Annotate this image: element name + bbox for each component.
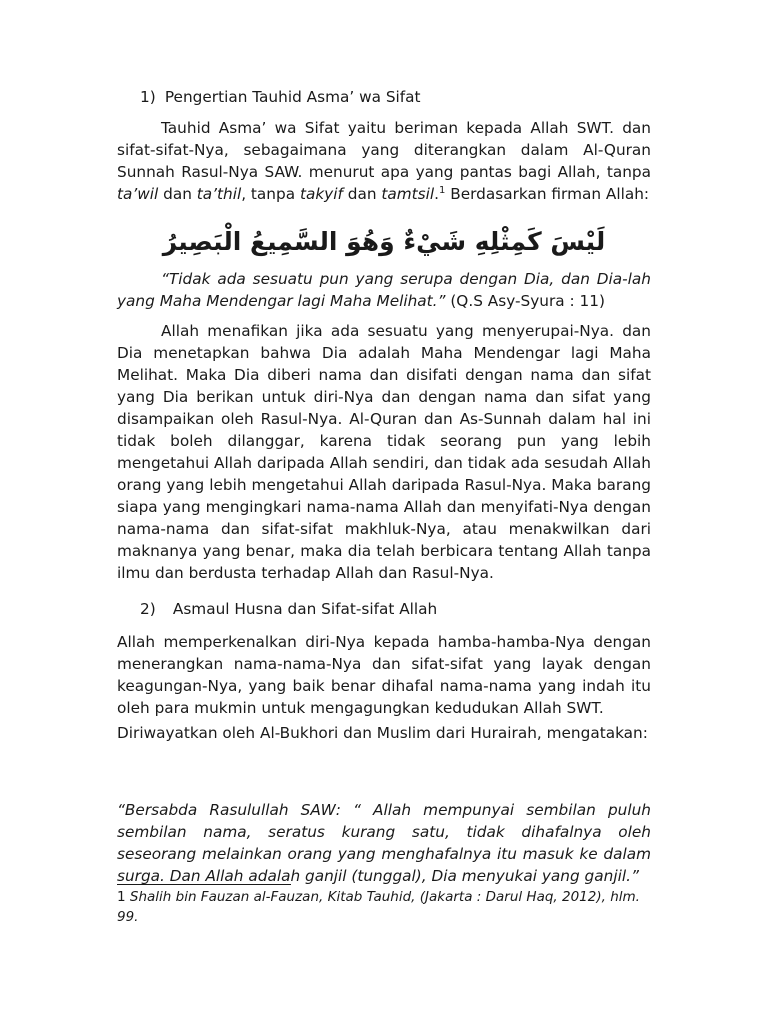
section-2-heading — [140, 598, 437, 620]
section-2-paragraph-1: Allah memperkenalkan diri-Nya kepada hamba-hamba-Nya dengan menerangkan nama-nama-Nya dan sifat-sifat yang layak dengan keagungan-Nya, yang baik benar dihafal nama-nama yang indah itu oleh para mukmin untuk mengagungkan kedudukan Allah SWT. — [117, 633, 651, 717]
verse-translation — [117, 268, 651, 312]
para1-text-2: dan — [158, 185, 197, 203]
section-2-paragraph-2: Diriwayatkan oleh Al-Bukhori dan Muslim dari Hurairah, mengatakan: — [117, 724, 648, 742]
para1-text-3: , tanpa — [241, 185, 300, 203]
para1-term-tawil: ta’wil — [117, 185, 159, 203]
footnote — [117, 887, 651, 927]
para1-term-tathil: ta’thil — [196, 185, 242, 203]
para1-term-takyif: takyif — [299, 185, 343, 203]
section-1-number: 1) — [140, 88, 156, 106]
section-1-paragraph-2: Allah menafikan jika ada sesuatu yang menyerupai-Nya. dan Dia menetapkan bahwa Dia adalah Maha Mendengar lagi Maha Melihat. Maka Dia diberi nama dan disifati dengan nama dan sifat yang Dia berikan untuk diri-Nya dan dengan nama dan sifat yang disampaikan oleh Rasul-Nya. Al-Quran dan As-Sunnah dalam hal ini tidak boleh dilanggar, karena tidak seorang pun yang lebih mengetahui Allah daripada Allah sendiri, dan tidak ada sesudah Allah orang yang lebih mengetahui Allah daripada Rasul-Nya. Maka barang siapa yang mengingkari nama-nama Allah dan menyifati-Nya dengan nama-nama dan sifat-sifat makhluk-Nya, atau menakwilkan dari maknanya yang benar, maka dia telah berbicara tentang Allah tanpa ilmu dan berdusta terhadap Allah dan Rasul-Nya. — [117, 322, 651, 582]
translation-reference: (Q.S Asy-Syura : 11) — [445, 292, 605, 310]
para1-text-4: dan — [342, 185, 382, 203]
footnote-separator — [117, 884, 291, 885]
para1-text-5: . — [434, 185, 440, 203]
para1-term-tamtsil: tamtsil — [381, 185, 435, 203]
para1-text-1: Tauhid Asma’ wa Sifat yaitu beriman kepada Allah SWT. dan sifat-sifat-Nya, sebagaimana yang diterangkan dalam Al-Quran Sunnah Rasul-Nya SAW. menurut apa yang pantas bagi Allah, tanpa — [117, 119, 651, 181]
section-1-paragraph-1 — [117, 117, 651, 205]
section-1-heading — [140, 86, 421, 108]
section-2-number: 2) — [140, 600, 156, 618]
arabic-verse: لَيْسَ كَمِثْلِهِ شَيْءٌ وَهُوَ السَّمِيعُ الْبَصِيرُ — [162, 227, 606, 256]
section-1-title: Pengertian Tauhid Asma’ wa Sifat — [164, 88, 421, 106]
hadith-quote: “Bersabda Rasulullah SAW: “ Allah mempunyai sembilan puluh sembilan nama, seratus kurang satu, tidak dihafalnya oleh seseorang melainkan orang yang menghafalnya itu masuk ke dalam surga. Dan Allah adalah ganjil (tunggal), Dia menyukai yang ganjil.” — [117, 801, 651, 885]
footnote-reference: 1 — [439, 185, 446, 196]
footnote-text: Shalih bin Fauzan al-Fauzan, Kitab Tauhid, (Jakarta : Darul Haq, 2012), hlm. 99. — [117, 889, 640, 925]
translation-text: “Tidak ada sesuatu pun yang serupa dengan Dia, dan Dia-lah yang Maha Mendengar lagi Maha Melihat.” — [117, 270, 651, 310]
section-2-title: Asmaul Husna dan Sifat-sifat Allah — [172, 600, 438, 618]
para1-text-6: Berdasarkan firman Allah: — [445, 185, 650, 203]
footnote-number: 1 — [117, 889, 126, 905]
